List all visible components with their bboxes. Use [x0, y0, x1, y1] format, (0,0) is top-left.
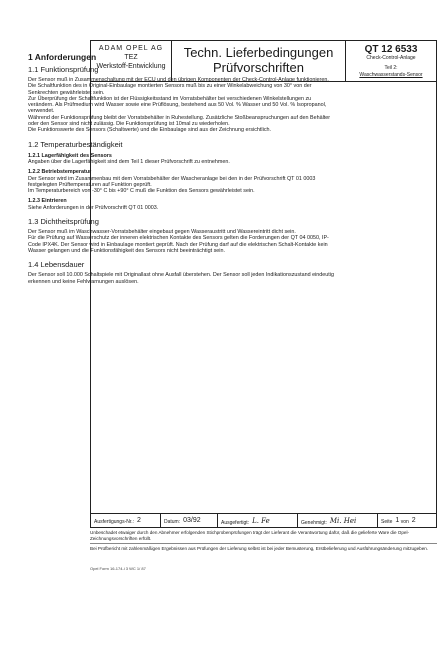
- edition-cell: [91, 514, 161, 528]
- document-number-block: [346, 41, 436, 81]
- section-1-2-3-title: 1.2.3 Eintrieren: [28, 198, 67, 205]
- division: TEZ: [124, 54, 138, 61]
- approved-cell: [298, 514, 378, 528]
- disclaimer-notes: [90, 530, 437, 552]
- edition-label: Ausfertigungs-Nr.:: [94, 519, 135, 525]
- form-code: Opel Form 16-174-i 3 WC 1/ 87: [90, 566, 146, 571]
- section-1-2-1-para: Angaben über die Lagerfähigkeit sind dem Teil 1 dieser Prüfvorschrift zu entnehmen.: [28, 158, 230, 165]
- section-1-1-para-1: Der Sensor muß in Zusammenschaltung mit der ECU und den übrigen Komponenten der Check-Control-Anlage funktionieren. Die Schaltfunktion des in Original-Einbaulage montierten Sensors muß bis zu einer Winkelabweichung von 30° von der Senkrechten gewährleistet sein.: [28, 77, 329, 96]
- title-line-2: Prüfvorschriften: [212, 60, 305, 75]
- section-1-2-3-para: Siehe Anforderungen in der Prüfvorschrift QT 01 0003.: [28, 204, 159, 211]
- title-line-1: Techn. Lieferbedingungen: [183, 45, 334, 60]
- section-1-1-para-4: Die Funktionswerte des Sensors (Schaltwerte) und die Einbaulage sind aus der Zeichnung ersichtlich.: [28, 127, 272, 134]
- edition-value: 2: [137, 517, 141, 524]
- disclaimer-line-1: Unbeschadet etwaiger durch den Abnehmer erfolgenden Stichprobenprüfungen trägt der Lieferant die Verantwortung dafür, daß die gelieferte Ware die Opel-Zeichnungsvorschriften erfüllt.: [90, 530, 410, 541]
- document-body: [28, 52, 338, 285]
- page-label: Seite: [381, 519, 393, 525]
- date-label: Datum:: [164, 519, 181, 525]
- approval-row: [91, 513, 436, 528]
- divider: [90, 543, 437, 544]
- part-title: Waschwasserstands-Sensor: [359, 72, 423, 78]
- section-1-4-para: Der Sensor soll 10.000 Schaltspiele mit Originallast ohne Ausfall überstehen. Der Sensor soll jeden Indikationszustand eindeutig erkennen und keine Fehlwarnungen auslösen.: [28, 272, 334, 285]
- section-1-2-2-title: 1.2.2 Betriebstemperatur: [28, 169, 92, 176]
- issued-signature: L. Fe: [252, 517, 270, 525]
- page-of: von: [400, 519, 409, 525]
- section-1-2-1-title: 1.2.1 Lagerfähigkeit des Sensors: [28, 152, 112, 159]
- section-1-2-title: 1.2 Temperaturbeständigkeit: [28, 139, 123, 149]
- document-number: QT 12 6533: [364, 44, 418, 55]
- issued-cell: [218, 514, 298, 528]
- section-1-2-2-para-2: Im Temperaturbereich von -30° C bis +90° C muß die Funktion des Sensors gewährleistet sein.: [28, 188, 255, 195]
- date-value: 03/92: [183, 517, 201, 524]
- section-1-1-title: 1.1 Funktionsprüfung: [28, 65, 99, 74]
- department: Werkstoff-Entwicklung: [96, 63, 166, 70]
- document-subtitle: Check-Control-Anlage: [366, 55, 416, 61]
- company-name: ADAM OPEL AG: [98, 45, 164, 52]
- page-cell: [378, 514, 436, 528]
- issued-label: Ausgefertigt:: [221, 520, 250, 526]
- page-total: 2: [411, 517, 416, 524]
- section-1-3-para-2: Für die Prüfung auf Wasserschutz der inneren elektrischen Kontakte des Sensors gelten die Forderungen der QT 04 0050, IP-Code IPX4K. Der Sensor wird in Einbaulage montiert geprüft. Nach der Prüfung darf auf die elektrischen Schalt-Kontakte kein Wasser gelangen und die Funktionsfähigkeit des Sensors nicht beeinträchtigt sein.: [28, 235, 329, 254]
- disclaimer-line-2: Bei Prüfbericht mit zahlenmäßigen Ergebnissen aus Prüfungen der Lieferung selbst ist bei jeder Bemusterung, Erstbelieferung und Ausführungsänderung mitzugeben.: [90, 546, 429, 552]
- approved-label: Genehmigt:: [301, 520, 327, 526]
- section-1-2-2-para-1: Der Sensor wird im Zusammenbau mit dem Vorratsbehälter der Wascheranlage bei den in der Prüfvorschrift QT 01 0003 festgelegten Prüftemperaturen auf Funktion geprüft.: [28, 175, 316, 188]
- approved-signature: Mi. Hei: [329, 517, 357, 525]
- section-1-3-title: 1.3 Dichtheitsprüfung: [28, 217, 99, 227]
- section-1-1-para-2: Zur Überprüfung der Schaltfunktion ist der Flüssigkeitsstand im Vorratsbehälter bei verschiedenen Winkelstellungen zu verändern. Als Prüfmedium wird Wasser sowie eine Prüflösung, bestehend aus 50 Vol. % Wasser und 50 Vol. % Isopropanol, verwendet.: [28, 95, 327, 115]
- section-1-title: 1 Anforderungen: [28, 52, 97, 62]
- date-cell: [161, 514, 218, 528]
- section-1-4-title: 1.4 Lebensdauer: [28, 260, 85, 270]
- section-1-3-para-1: Der Sensor muß im Waschwasser-Vorratsbehälter eingebaut gegen Wasseraustritt und Wassereintritt dicht sein.: [28, 229, 296, 236]
- part-label: Teil 2:: [384, 65, 398, 71]
- section-1-1-para-3: Während der Funktionsprüfung bleibt der Vorratsbehälter in Ruhestellung. Zusätzliche Stoßbeanspruchungen auf den Behälter oder den Sensor sind nicht zulässig. Die Funktionsprüfung ist 10mal zu wiederholen.: [28, 114, 331, 128]
- page-value: 1: [395, 517, 400, 524]
